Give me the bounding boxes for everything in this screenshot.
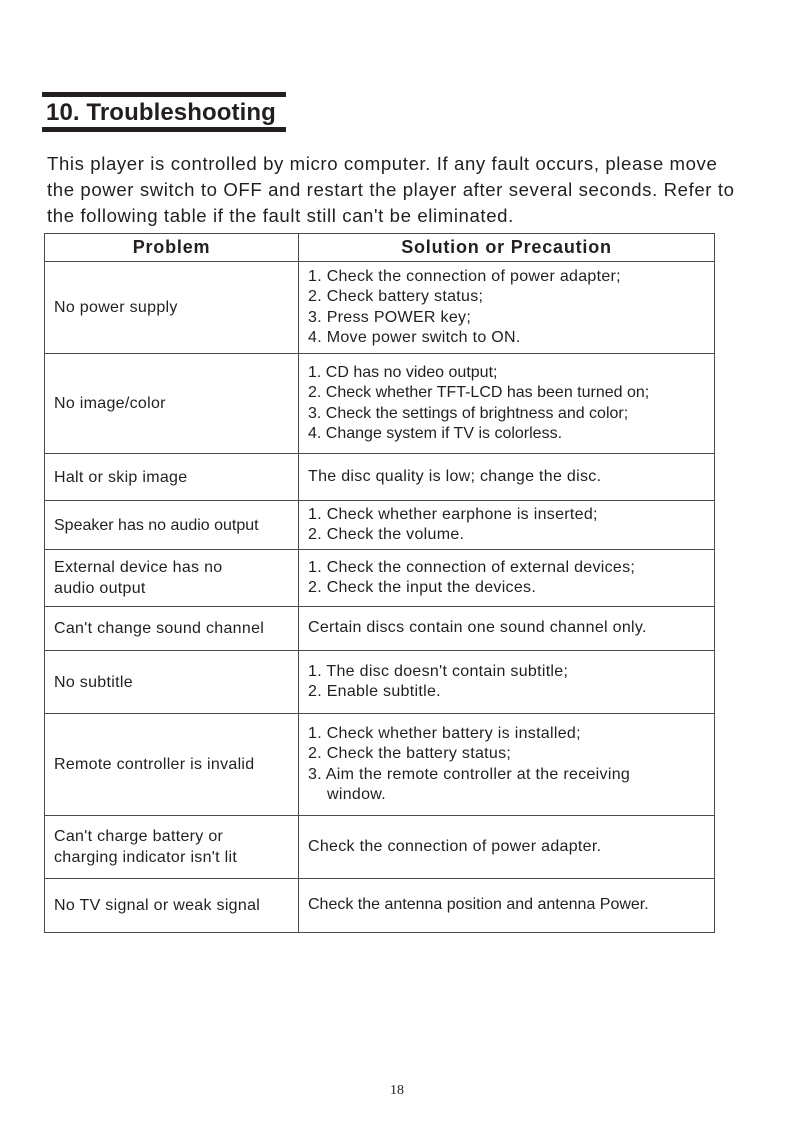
solution-cell [299,651,715,714]
solution-line: 1. Check the connection of external devices; [308,558,636,576]
solution-line: 1. CD has no video output; [308,363,498,381]
solution-line: 2. Check the volume. [308,526,465,543]
solution-line: 3. Press POWER key; [308,308,472,326]
solution-line: 3. Aim the remote controller at the receiving [308,765,631,783]
solution-cell [299,501,715,550]
solution-line: 4. Change system if TV is colorless. [308,425,563,442]
problem-line: Halt or skip image [54,468,188,486]
problem-cell [45,454,299,501]
table-row [45,651,715,714]
table-row [45,262,715,354]
solution-line: Check the antenna position and antenna Power. [308,896,649,914]
problem-line: Speaker has no audio output [54,516,259,534]
problem-line: No image/color [54,395,166,412]
solution-cell [299,262,715,354]
solution-column-header: Solution or Precaution [299,234,715,262]
problem-line: audio output [54,580,146,597]
solution-line: 2. Check whether TFT-LCD has been turned on; [308,384,650,401]
intro-paragraph: This player is controlled by micro computer. If any fault occurs, please move the power switch to OFF and restart the player after several seconds. Refer to the following table if the fault still can't be eliminated. [47,153,735,226]
page-number: 18 [390,1083,404,1098]
solution-line: 1. Check the connection of power adapter; [308,267,621,285]
solution-line: 2. Check the battery status; [308,745,512,762]
problem-cell [45,550,299,607]
table-row [45,714,715,816]
problem-cell [45,879,299,933]
solution-line: 2. Check the input the devices. [308,579,537,596]
section-heading [42,92,286,132]
solution-line: 3. Check the settings of brightness and color; [308,404,629,422]
solution-line: 1. Check whether battery is installed; [308,724,581,742]
solution-cell [299,550,715,607]
table-header-row [45,234,715,262]
solution-line: The disc quality is low; change the disc. [308,467,602,485]
solution-cell [299,714,715,816]
problem-cell [45,354,299,454]
table-row [45,816,715,879]
problem-line: No TV signal or weak signal [54,897,261,914]
problem-line: charging indicator isn't lit [54,849,238,866]
problem-line: Remote controller is invalid [54,756,255,773]
problem-cell [45,714,299,816]
troubleshooting-table [44,233,715,933]
problem-line: No subtitle [54,673,133,691]
solution-line: 4. Move power switch to ON. [308,329,521,346]
solution-cell [299,879,715,933]
solution-line: 2. Check battery status; [308,288,484,305]
solution-line: 1. The disc doesn't contain subtitle; [308,662,569,680]
problem-line: Can't change sound channel [54,620,265,637]
table-row [45,879,715,933]
solution-cell [299,607,715,651]
problem-line: Can't charge battery or [54,828,224,845]
table-row [45,354,715,454]
solution-line: window. [327,786,387,803]
problem-line: No power supply [54,299,178,316]
problem-cell [45,651,299,714]
solution-line: Certain discs contain one sound channel only. [308,619,647,637]
problem-cell [45,607,299,651]
table-row [45,607,715,651]
solution-line: 2. Enable subtitle. [308,683,441,700]
problem-column-header: Problem [45,234,299,262]
problem-cell [45,262,299,354]
solution-cell [299,816,715,879]
solution-line: Check the connection of power adapter. [308,837,602,855]
problem-cell [45,501,299,550]
table-row [45,550,715,607]
problem-cell [45,816,299,879]
solution-cell [299,354,715,454]
solution-cell [299,454,715,501]
table-row [45,454,715,501]
section-title: 10. Troubleshooting [46,99,276,126]
table-row [45,501,715,550]
problem-line: External device has no [54,559,223,576]
solution-line: 1. Check whether earphone is inserted; [308,505,598,523]
